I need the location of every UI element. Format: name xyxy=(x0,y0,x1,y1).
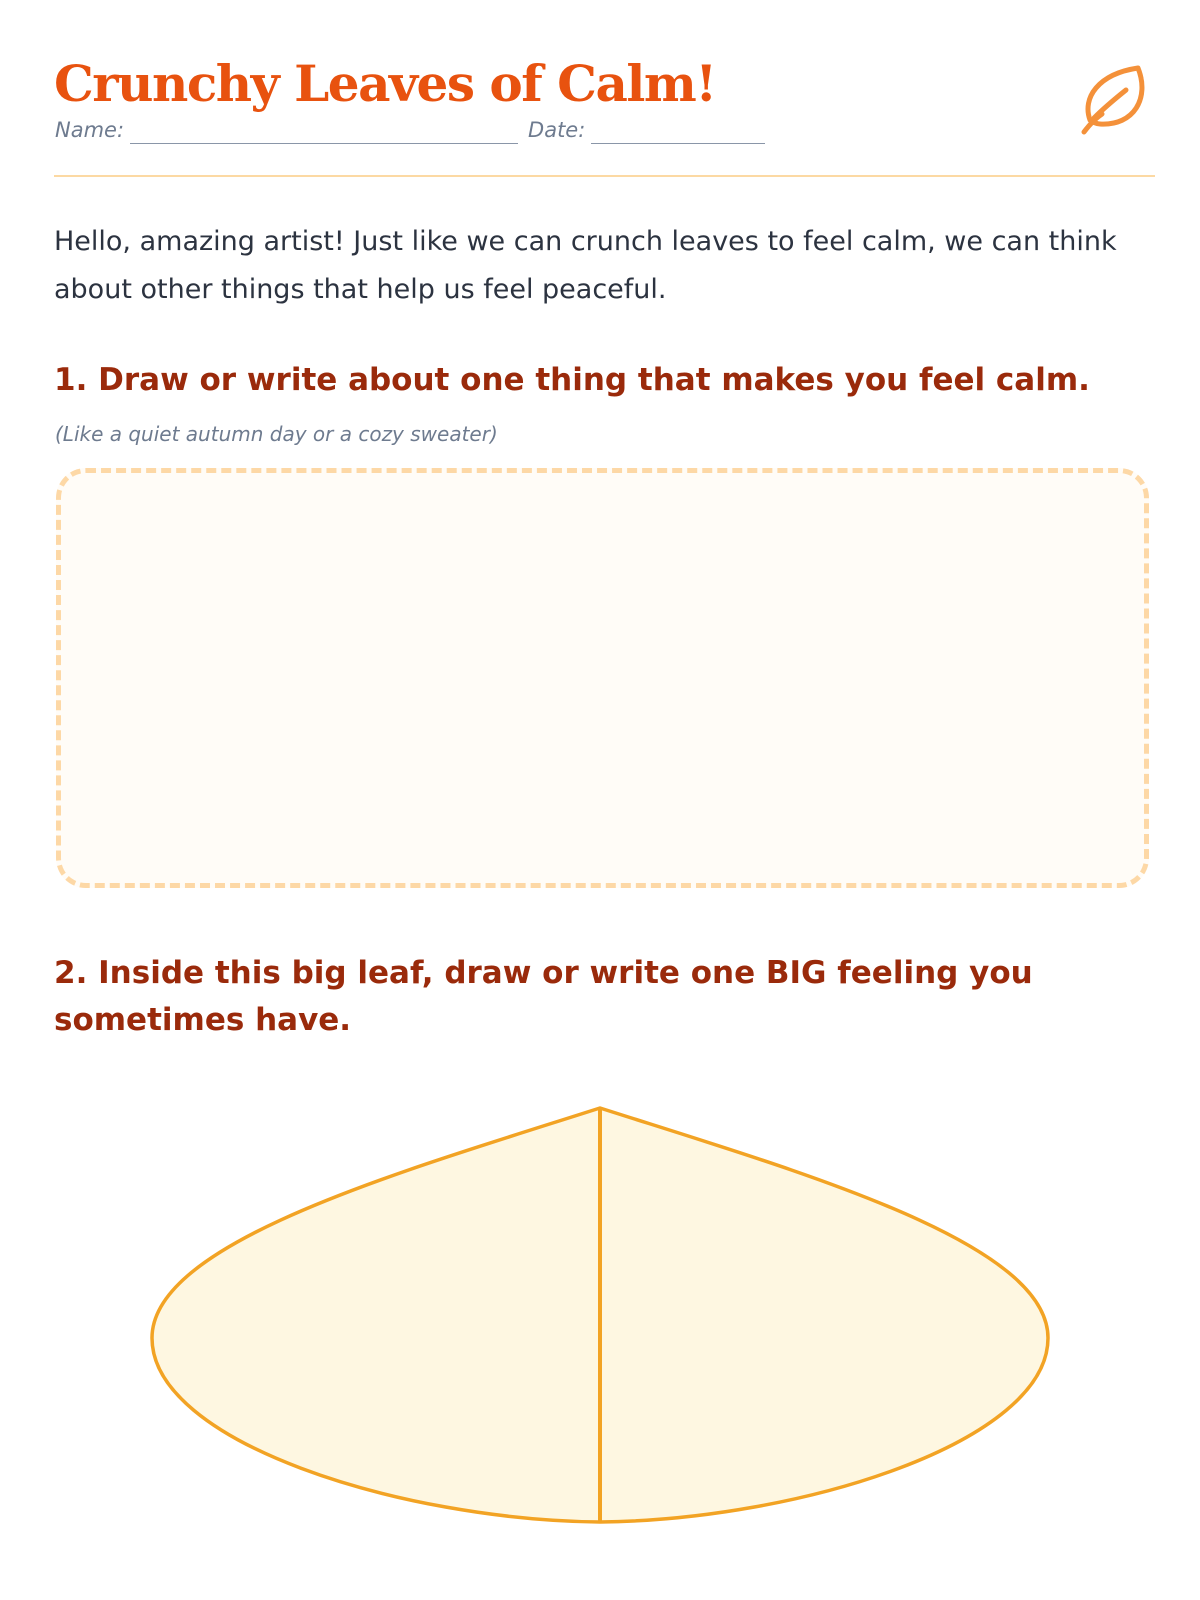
intro-text: Hello, amazing artist! Just like we can crunch leaves to feel calm, we can think about other things that help us feel peaceful. xyxy=(54,226,1117,305)
date-field[interactable] xyxy=(591,123,765,144)
leaf-icon xyxy=(1076,60,1154,138)
name-label: Name: xyxy=(55,118,125,142)
big-leaf-drawing-area[interactable] xyxy=(150,1102,1050,1542)
name-date-line xyxy=(55,116,765,144)
calm-drawing-area[interactable] xyxy=(56,468,1149,888)
question-1-prompt: 1. Draw or write about one thing that makes you feel calm. xyxy=(54,362,1090,398)
page-title: Crunchy Leaves of Calm! xyxy=(54,54,716,113)
question-2-prompt: 2. Inside this big leaf, draw or write one BIG feeling you sometimes have. xyxy=(54,955,1033,1038)
header-divider xyxy=(54,175,1155,177)
question-1-hint: (Like a quiet autumn day or a cozy sweater) xyxy=(55,422,498,446)
date-label: Date: xyxy=(528,118,586,142)
name-field[interactable] xyxy=(130,123,518,144)
